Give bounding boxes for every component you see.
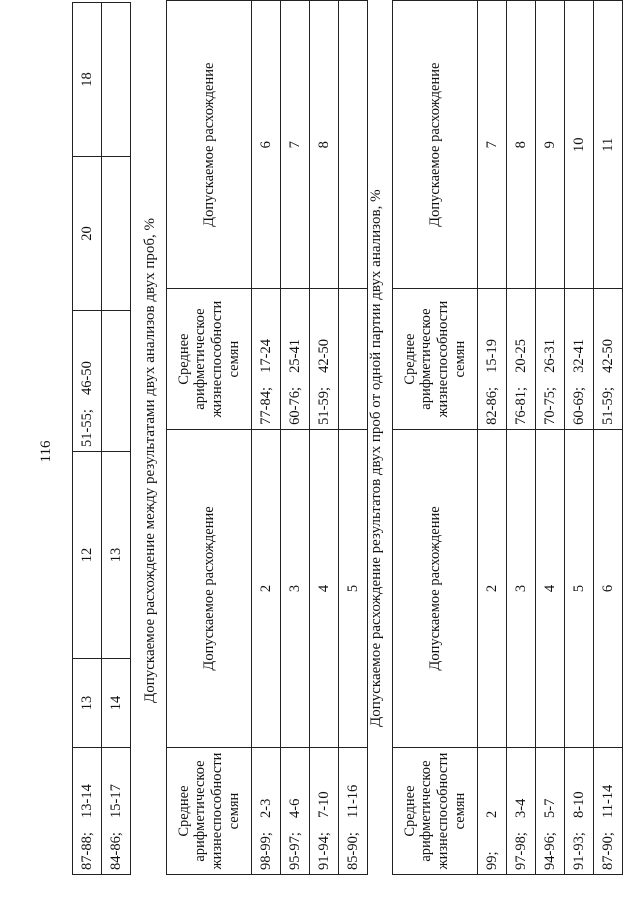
table-cell: 70-75;26-31 xyxy=(536,289,565,429)
table-cell: 8 xyxy=(310,1,339,289)
table-cell: 18 xyxy=(73,3,102,157)
table-cell: 10 xyxy=(565,1,594,289)
table-cell: 4 xyxy=(310,429,339,747)
table-row xyxy=(507,1,536,875)
table-row xyxy=(339,1,368,875)
table-cell: 94-96;5-7 xyxy=(536,748,565,875)
table-cell: 9 xyxy=(536,1,565,289)
table-header-row xyxy=(393,1,478,875)
continued-table xyxy=(72,2,131,875)
table-cell: 77-84;17-24 xyxy=(252,289,281,429)
table-cell: 76-81;20-25 xyxy=(507,289,536,429)
table-cell: 98-99;2-3 xyxy=(252,748,281,875)
table-cell: 6 xyxy=(594,429,623,747)
header-mean: Среднее арифметическое жизнеспособности семян xyxy=(393,748,478,875)
table-cell: 8 xyxy=(507,1,536,289)
table-cell: 20 xyxy=(73,157,102,311)
table-cell: 87-90;11-14 xyxy=(594,748,623,875)
table1-caption: Допускаемое расхождение между результатами двух анализов двух проб, % xyxy=(142,218,158,703)
header-mean: Среднее арифметическое жизнеспособности семян xyxy=(167,748,252,875)
table1 xyxy=(166,0,368,875)
table-cell: 85-90;11-16 xyxy=(339,748,368,875)
table-cell: 13 xyxy=(73,659,102,748)
table-cell: 82-86;15-19 xyxy=(478,289,507,429)
header-allowed: Допускаемое расхождение xyxy=(167,429,252,747)
table-cell: 95-97;4-6 xyxy=(281,748,310,875)
table-row xyxy=(565,1,594,875)
table-cell: 5 xyxy=(565,429,594,747)
table-row xyxy=(536,1,565,875)
table-cell: 12 xyxy=(73,452,102,659)
table-cell: 11 xyxy=(594,1,623,289)
table-cell xyxy=(102,311,131,452)
table-cell xyxy=(102,3,131,157)
table-cell: 60-69;32-41 xyxy=(565,289,594,429)
page-number: 116 xyxy=(38,440,54,463)
table-cell: 7 xyxy=(281,1,310,289)
table-row xyxy=(310,1,339,875)
table-cell: 60-76;25-41 xyxy=(281,289,310,429)
table-cell: 14 xyxy=(102,659,131,748)
table-cell: 91-94;7-10 xyxy=(310,748,339,875)
table-cell: 2 xyxy=(478,429,507,747)
table-row xyxy=(102,3,131,875)
table-row xyxy=(252,1,281,875)
table-cell: 91-93;8-10 xyxy=(565,748,594,875)
table-row xyxy=(478,1,507,875)
table-cell: 84-86;15-17 xyxy=(102,748,131,875)
header-allowed: Допускаемое расхождение xyxy=(167,1,252,289)
table-cell xyxy=(339,1,368,289)
table-header-row xyxy=(167,1,252,875)
table-row xyxy=(594,1,623,875)
table-cell: 2 xyxy=(252,429,281,747)
header-allowed: Допускаемое расхождение xyxy=(393,1,478,289)
table-cell: 97-98;3-4 xyxy=(507,748,536,875)
table-row xyxy=(281,1,310,875)
table-cell: 5 xyxy=(339,429,368,747)
table-cell: 87-88;13-14 xyxy=(73,748,102,875)
table-cell: 51-59;42-50 xyxy=(310,289,339,429)
table-cell xyxy=(339,289,368,429)
table-cell: 6 xyxy=(252,1,281,289)
table-cell: 4 xyxy=(536,429,565,747)
table2-caption: Допускаемое расхождение результатов двух проб от одной партии двух анализов, % xyxy=(368,189,384,727)
table-cell: 13 xyxy=(102,452,131,659)
table-row xyxy=(73,3,102,875)
header-mean: Среднее арифметическое жизнеспособности семян xyxy=(167,289,252,429)
header-mean: Среднее арифметическое жизнеспособности семян xyxy=(393,289,478,429)
table-cell: 3 xyxy=(281,429,310,747)
table2 xyxy=(392,0,623,875)
table-cell: 51-55;46-50 xyxy=(73,311,102,452)
table-cell: 7 xyxy=(478,1,507,289)
header-allowed: Допускаемое расхождение xyxy=(393,429,478,747)
table-cell: 3 xyxy=(507,429,536,747)
table-cell: 99;2 xyxy=(478,748,507,875)
table-cell xyxy=(102,157,131,311)
table-cell: 51-59;42-50 xyxy=(594,289,623,429)
